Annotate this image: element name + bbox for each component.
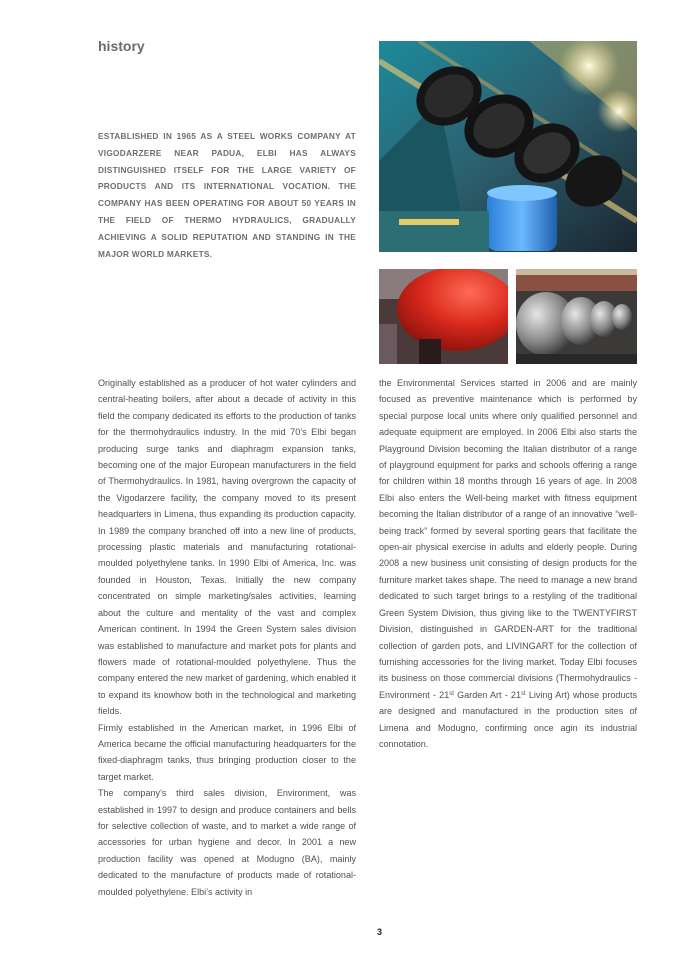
factory-tanks-photo — [379, 41, 637, 252]
page-number: 3 — [377, 927, 383, 937]
body-paragraph: Firmly established in the American market, in 1996 Elbi of America became the official manufacturing headquarters for the fixed-diaphragm tanks, thus bringing production closer to the target market. — [98, 722, 356, 782]
body-paragraph: Originally established as a producer of hot water cylinders and central-heating boilers, after about a decade of activity in this field the company dedicated its efforts to the production of tanks for the thermohydraulics industry. In the mid 70’s Elbi began producing surge tanks and diaphragm expansion tanks, becoming one of the major European manufacturers in the field of Thermohydraulics. In 1981, having overgrown the capacity of the Vigodarzere facility, the company moved to its present headquarters in Limena, thus expanding its production capacity. In 1989 the company branched off into a new line of products, processing plastic materials and manufacturing rotational-moulded polyethylene tanks. In 1990 Elbi of America, Inc. was founded in Houston, Texas. Initially the new company concentrated on simple marketing/sales activities, learning about the culture and mentality of the vast and complex American continent. In 1994 the Green System sales division was established to manufacture and market pots for plants and flowers made of rotational-moulded polyethylene. Thus the company entered the new market of gardening, which enabled it to expand its knowhow both in the technological and marketing fields. — [98, 378, 356, 717]
body-column-right — [379, 375, 637, 752]
page-title: history — [98, 38, 145, 54]
steel-tanks-photo — [516, 269, 637, 364]
red-tank-photo — [379, 269, 508, 364]
body-column-left — [98, 375, 356, 900]
body-paragraph: The company’s third sales division, Environment, was established in 1997 to design and produce containers and bells for selective collection of waste, and to market a wide range of accessories for urban hygiene and decor. In 2001 a new production facility was opened at Modugno (BA), mainly dedicated to the manufacture of products made of rotational-moulded polyethylene. Elbi’s activity in — [98, 788, 356, 897]
intro-paragraph: ESTABLISHED IN 1965 AS A STEEL WORKS COMPANY AT VIGODARZERE NEAR PADUA, ELBI HAS ALWAYS DISTINGUISHED ITSELF FOR THE LARGE VARIETY OF PRODUCTS AND ITS INTERNATIONAL VOCATION. THE COMPANY HAS BEEN OPERATING FOR ABOUT 50 YEARS IN THE FIELD OF THERMO HYDRAULICS, GRADUALLY ACHIEVING A SOLID REPUTATION AND STANDING IN THE MAJOR WORLD MARKETS. — [98, 131, 356, 259]
body-paragraph: the Environmental Services started in 2006 and are mainly focused as preventive maintenance which is performed by special purpose local units where only qualified personnel and adequate equipment are employed. In 2006 Elbi also starts the Playground Division becoming the Italian distributor of a range of playground equipment for parks and schools offering a range for children within 18 months through 16 years of age. In 2008 Elbi also enters the Well-being market with fitness equipment becoming the Italian distributor of a range of an innovative “well-being track” formed by several sporting gears that facilitate the open-air physical exercise in adults and elderly people. During 2008 a new business unit consisting of design products for the furniture market takes shape. The need to manage a new brand dedicated to such target brings to a restyling of the traditional Green System Division, thus giving like to the TWENTYFIRST Division, distinguished in GARDEN-ART for the traditional collection of garden pots, and LIVINGART for the collection of furnishing accessories for the living market. Today Elbi focuses its business on those commercial divisions (Thermohydraulics - Environment - 21st Garden Art - 21st Living Art) whose products are designed and manufactured in the production sites of Limena and Modugno, confirming once agin its industrial connotation. — [379, 378, 637, 749]
